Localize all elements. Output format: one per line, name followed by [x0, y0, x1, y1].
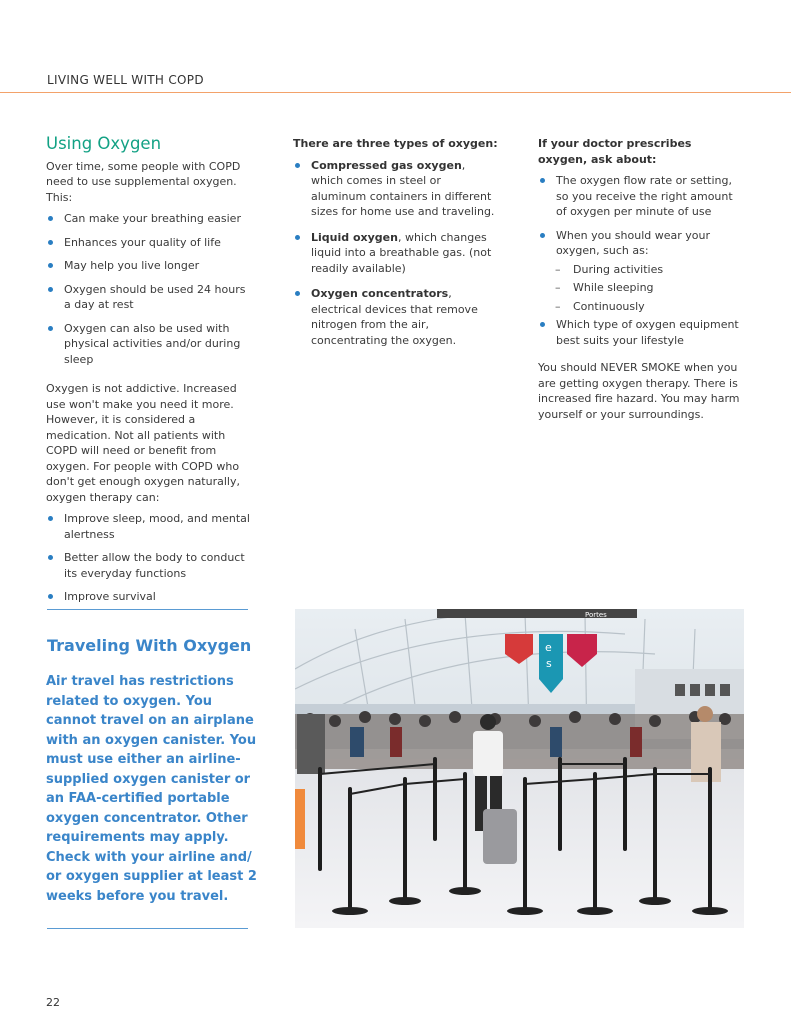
oxygen-types-heading: There are three types of oxygen: [293, 137, 498, 150]
addiction-paragraph: Oxygen is not addictive. Increased use won't make you need it more. However, it is considered a medication. Not all patients with COPD will need or benefit from oxygen. For people with COPD who don't get enough oxygen naturally, oxygen therapy can: [46, 382, 240, 504]
sub-list-item: – While sleeping [538, 280, 743, 296]
type-term: Compressed gas oxygen [311, 158, 462, 172]
airport-photo [295, 609, 744, 928]
oxygen-types-section [293, 136, 498, 356]
divider-top [47, 609, 248, 610]
page-number: 22 [46, 996, 60, 1009]
type-desc: , electrical devices that remove nitrogen from the air, concentrating the oxygen. [311, 287, 478, 347]
type-desc: , which comes in steel or aluminum containers in different sizes for home use and traveling. [311, 158, 495, 218]
oxygen-types-list [293, 158, 498, 349]
sub-list-item: – During activities [538, 262, 743, 278]
travel-text: Air travel has restrictions related to oxygen. You cannot travel on an airplane with an oxygen canister. You must use either an airline-supplied oxygen canister or an FAA-certified portable oxygen concentrator. Other requirements may apply. Check with your airline and/ or oxygen supplier at least 2 weeks before you travel. [46, 674, 257, 904]
overhead-sign-text: Portes [585, 611, 607, 619]
list-item: May help you live longer [46, 258, 251, 274]
using-oxygen-section [46, 136, 251, 613]
list-item: Which type of oxygen equipment best suits your lifestyle [538, 317, 743, 348]
ask-doctor-heading: If your doctor prescribes oxygen, ask about: [538, 137, 692, 166]
list-item [293, 230, 498, 277]
benefits-list [46, 511, 251, 605]
type-term: Oxygen concentrators [311, 287, 449, 300]
list-item [293, 158, 498, 220]
list-item [293, 286, 498, 348]
smoking-warning: You should NEVER SMOKE when you are getting oxygen therapy. There is increased fire hazard. You may harm yourself or your surroundings. [538, 361, 740, 421]
travel-heading: Traveling With Oxygen [47, 636, 252, 655]
list-item: Oxygen should be used 24 hours a day at rest [46, 282, 251, 313]
list-item: Improve survival [46, 589, 251, 605]
divider-bottom [47, 928, 248, 929]
list-item: Enhances your quality of life [46, 235, 251, 251]
ask-doctor-section [538, 136, 743, 422]
list-item: Improve sleep, mood, and mental alertness [46, 511, 251, 542]
list-item: The oxygen flow rate or setting, so you receive the right amount of oxygen per minute of use [538, 173, 743, 220]
using-oxygen-bullets [46, 211, 251, 367]
using-oxygen-intro: Over time, some people with COPD need to use supplemental oxygen. This: [46, 159, 241, 204]
wear-when-sublist [538, 262, 743, 315]
using-oxygen-heading: Using Oxygen [46, 134, 162, 153]
sub-list-item: – Continuously [538, 299, 743, 315]
ask-doctor-list [538, 173, 743, 259]
list-item: When you should wear your oxygen, such as: [538, 228, 743, 259]
header-title: LIVING WELL WITH COPD [47, 73, 204, 87]
list-item: Better allow the body to conduct its everyday functions [46, 550, 251, 581]
type-desc: , which changes liquid into a breathable gas. (not readily available) [311, 230, 492, 275]
ask-doctor-list-cont [538, 317, 743, 348]
banner-letter: s [546, 657, 552, 670]
list-item: Oxygen can also be used with physical activities and/or during sleep [46, 321, 251, 368]
list-item: Can make your breathing easier [46, 211, 251, 227]
banner-letter: e [545, 641, 552, 654]
type-term: Liquid oxygen [311, 230, 398, 244]
page-header [0, 0, 791, 93]
